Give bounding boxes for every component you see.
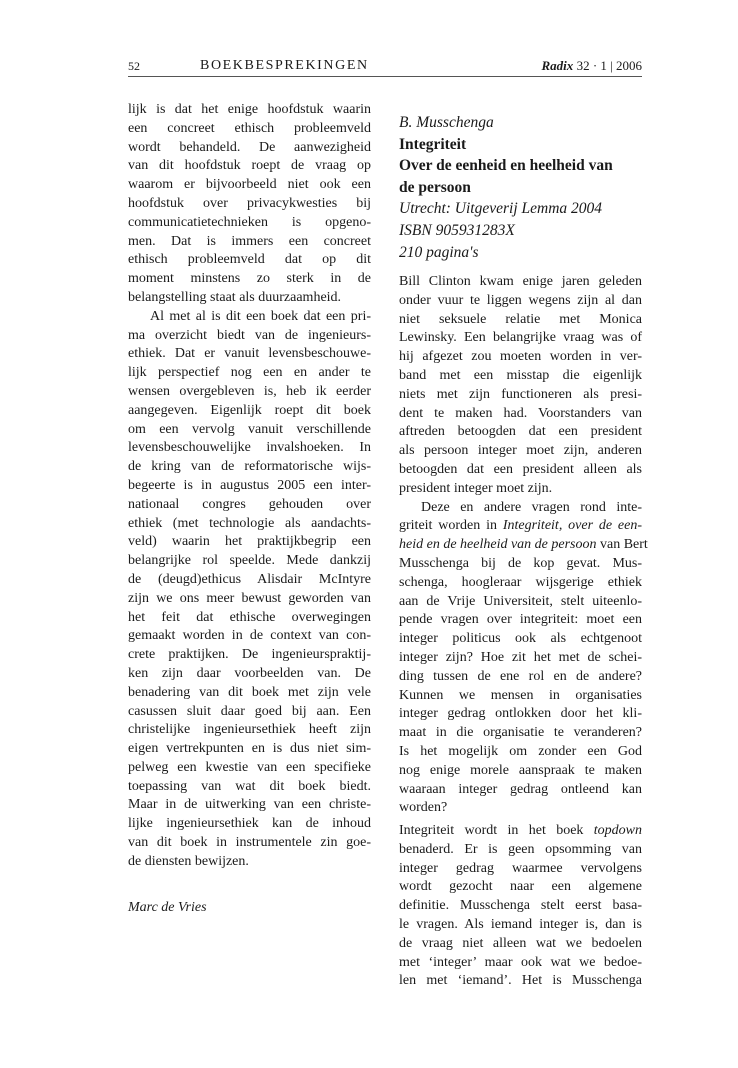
text-line: gemaakt worden in de context van con- bbox=[128, 628, 371, 644]
text-line: veld) waarin het praktijkbegrip een bbox=[128, 534, 371, 550]
text-line: lijk is dat het enige hoofdstuk waarin bbox=[128, 102, 371, 117]
text-line: president integer moet zijn. bbox=[399, 480, 553, 496]
text-line: aftreden betoogden dat een president bbox=[399, 424, 642, 440]
book-details bbox=[399, 112, 649, 263]
text-line: len met ‘iemand’. Het is Musschenga bbox=[399, 973, 642, 989]
text-line: de vraag niet alleen wat we bedoelen bbox=[399, 935, 642, 951]
paragraph bbox=[399, 822, 642, 991]
text-line bbox=[399, 536, 648, 555]
book-title: Integriteit bbox=[399, 135, 467, 153]
text-line: belangrijke rol speelde. Mede dankzij bbox=[128, 553, 371, 569]
right-column-continued bbox=[399, 822, 642, 991]
section-title: BOEKBESPREKINGEN bbox=[200, 58, 369, 73]
text-line: de (deugd)ethicus Alisdair McIntyre bbox=[128, 571, 371, 587]
text-line: integer gedrag ontlokken door het kli- bbox=[399, 706, 642, 722]
book-author: B. Musschenga bbox=[399, 114, 494, 131]
text-line: levensbeschouwelijke invalshoeken. In bbox=[128, 440, 371, 456]
page-number: 52 bbox=[128, 59, 140, 73]
text-line: ethiek (met technologie als aandachts- bbox=[128, 515, 371, 531]
text-line: Musschenga bij de kop gevat. Mus- bbox=[399, 555, 642, 571]
text-line: worden? bbox=[399, 800, 448, 816]
text-line: men. Dat is immers een concreet bbox=[128, 233, 371, 249]
text-line: pelweg een kwestie van een specifieke bbox=[128, 759, 371, 775]
text-line: van dit hoofdstuk roept de vraag op bbox=[128, 158, 371, 174]
review-signature: Marc de Vries bbox=[128, 900, 207, 915]
paragraph bbox=[399, 499, 648, 819]
book-pages: 210 pagina's bbox=[399, 243, 479, 261]
text-line: belangstelling staat als duurzaamheid. bbox=[128, 289, 342, 305]
text-line: de diensten bewijzen. bbox=[128, 853, 249, 869]
text-segment: griteit worden in bbox=[399, 518, 503, 534]
text-line: nationaal congres gehouden over bbox=[128, 496, 371, 512]
text-line: Deze en andere vragen rond inte- bbox=[421, 499, 642, 515]
text-line: integer politicus ook als echtgenoot bbox=[399, 631, 642, 647]
journal-issue: 32 · 1 | 2006 bbox=[576, 58, 642, 73]
text-line: met ‘integer’ maar ook wat we bedoe- bbox=[399, 954, 642, 970]
book-subtitle-cont: de persoon bbox=[399, 178, 471, 196]
text-line: niets met zijn functioneren als presi- bbox=[399, 386, 642, 402]
text-line: het feit dat ethische overwegingen bbox=[128, 609, 371, 625]
text-line: zijn we ons meer bewust geworden van bbox=[128, 590, 371, 606]
text-line: aan de Vrije Universiteit, stelt uiteenlo- bbox=[399, 593, 642, 609]
text-line: maat in die organisatie te veranderen? bbox=[399, 725, 642, 741]
text-line: crete praktijken. De ingenieurspraktij- bbox=[128, 647, 371, 663]
paragraph bbox=[128, 308, 371, 872]
text-line: integer zijn? Hoe zit het met de schei- bbox=[399, 649, 642, 665]
text-line: aangegeven. Eigenlijk roept dit boek bbox=[128, 402, 371, 418]
text-line: benadering van dit boek met zijn vele bbox=[128, 684, 371, 700]
text-line: lijk perspectief nog een en ander te bbox=[128, 365, 371, 381]
book-subtitle: Over de eenheid en heelheid van bbox=[399, 157, 613, 175]
text-line: de kring van de reformatorische wijs- bbox=[128, 459, 371, 475]
text-line: van dit boek in instrumentele zin goe- bbox=[128, 835, 371, 851]
text-line: ethiek. Dat er vanuit levensbeschouwe- bbox=[128, 346, 371, 362]
text-line: dent te maken had. Voorstanders van bbox=[399, 405, 642, 421]
italic-title-text: heid en de heelheid van de persoon bbox=[399, 537, 597, 553]
text-line: definitie. Musschenga stelt eerst basa- bbox=[399, 898, 642, 914]
text-line bbox=[399, 822, 642, 841]
text-segment: van Bert bbox=[596, 537, 648, 553]
text-line: christelijke ingenieursethiek heeft zijn bbox=[128, 722, 371, 738]
text-segment: Integriteit wordt in het boek bbox=[399, 823, 594, 838]
text-line: ding tussen de ene rol en de andere? bbox=[399, 668, 642, 684]
text-line: waaraan integer gedrag ontleend kan bbox=[399, 781, 642, 797]
text-line: ken zijn daar voorbeelden van. De bbox=[128, 665, 371, 681]
text-line: benaderd. Er is geen opsomming van bbox=[399, 841, 642, 857]
text-line: casussen sluit daar goed bij aan. Een bbox=[128, 703, 371, 719]
paragraph bbox=[399, 273, 642, 499]
text-line: hij afgezet zou moeten worden in ver- bbox=[399, 349, 642, 365]
text-line: als persoon integer moet zijn, anderen bbox=[399, 443, 642, 459]
text-line: een concreet ethisch probleemveld bbox=[128, 120, 371, 136]
text-line: begeerte is in augustus 2005 een inter- bbox=[128, 477, 371, 493]
text-line: Bill Clinton kwam enige jaren geleden bbox=[399, 274, 642, 289]
left-column bbox=[128, 101, 371, 872]
text-line: Kunnen we mensen in organisaties bbox=[399, 687, 642, 703]
right-column-intro bbox=[399, 273, 648, 818]
italic-title-text: Integriteit, over de een- bbox=[502, 518, 643, 534]
text-line: eigen vertrekpunten en is dus niet sim- bbox=[128, 741, 371, 757]
text-line: moment minstens zo sterk in de bbox=[128, 271, 371, 287]
text-line bbox=[399, 517, 642, 536]
journal-info bbox=[542, 58, 642, 74]
text-line: om een vervolg vanuit verschillende bbox=[128, 421, 371, 437]
text-line: Lewinsky. Een belangrijke vraag was of bbox=[399, 330, 642, 346]
text-line: schenga, hoogleraar wijsgerige ethiek bbox=[399, 574, 642, 590]
text-line: niet seksuele relatie met Monica bbox=[399, 311, 642, 327]
text-line: Al met al is dit een boek dat een pri- bbox=[150, 308, 371, 324]
book-isbn: ISBN 905931283X bbox=[399, 221, 515, 239]
text-line: betoogden dat een president alleen als bbox=[399, 461, 642, 477]
text-line: Is het mogelijk om zonder een God bbox=[399, 743, 642, 759]
text-line: wordt gezocht naar een algemene bbox=[399, 879, 642, 895]
text-line: ethisch probleemveld dat op dit bbox=[128, 252, 371, 268]
paragraph bbox=[128, 101, 371, 308]
text-line: lijke ingenieursethiek kan de inhoud bbox=[128, 816, 371, 832]
text-line: le vragen. Als iemand integer is, dan is bbox=[399, 916, 642, 932]
running-header bbox=[128, 58, 642, 77]
text-line: waarom er bijvoorbeeld niet ook een bbox=[128, 177, 371, 193]
italic-title-text: topdown bbox=[593, 823, 642, 838]
journal-name: Radix bbox=[541, 58, 574, 73]
text-line: pende vragen over integriteit: moet een bbox=[399, 612, 642, 628]
text-line: hoofdstuk over privacykwesties bij bbox=[128, 195, 371, 211]
text-line: ma overzicht biedt van de ingenieurs- bbox=[128, 327, 371, 343]
text-line: wensen overgebleven is, heb ik eerder bbox=[128, 383, 371, 399]
text-line: onder vuur te liggen wegens zijn al dan bbox=[399, 292, 642, 308]
text-line: band met een misstap die eigenlijk bbox=[399, 367, 642, 383]
text-line: wordt behandeld. De aanwezigheid bbox=[128, 139, 371, 155]
book-publisher: Utrecht: Uitgeverij Lemma 2004 bbox=[399, 200, 603, 218]
text-line: nog enige morele aanspraak te maken bbox=[399, 762, 642, 778]
text-line: communicatietechnieken is opgeno- bbox=[128, 214, 371, 230]
text-line: integer gedrag waarmee vervolgens bbox=[399, 860, 642, 876]
text-line: Maar in de uitwerking van een christe- bbox=[128, 797, 371, 813]
text-line: toepassing van wat dit boek biedt. bbox=[128, 778, 371, 794]
